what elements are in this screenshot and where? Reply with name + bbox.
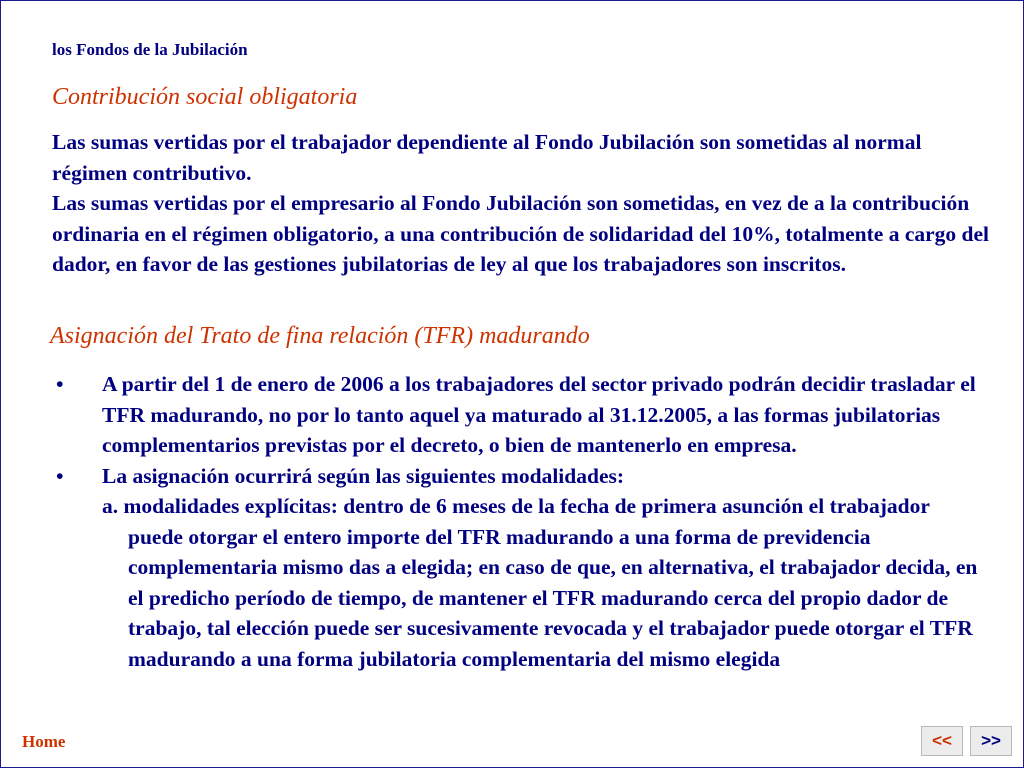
previous-button[interactable]: << [921,726,963,756]
home-link[interactable]: Home [22,732,66,751]
paragraph-empresario: Las sumas vertidas por el empresario al Fondo Jubilación son sometidas, en vez de a la contribución ordinaria en el régimen obligatorio, a una contribución de solidaridad del 10%, totalmente a cargo del dador, en favor de las gestiones jubilatorias de ley al que los trabajadores son inscritos. [52,191,990,276]
bullet-icon: • [56,372,64,396]
next-button[interactable]: >> [970,726,1012,756]
section-body-contribucion [52,127,997,280]
bullet-text: A partir del 1 de enero de 2006 a los trabajadores del sector privado podrán decidir trasladar el TFR madurando, no por lo tanto aquel ya maturado al 31.12.2005, a las formas jubilatorias complementarios previstas por el decreto, o bien de mantenerlo en empresa. [102,372,976,457]
slide-header: los Fondos de la Jubilación [52,40,248,59]
bullet-icon: • [56,463,64,488]
bullet-text: La asignación ocurrirá según las siguientes modalidades: [102,463,625,488]
bullet-item [52,461,982,675]
section-heading-tfr: Asignación del Trato de fina relación (TFR) madurando [50,323,590,349]
section-heading-contribucion: Contribución social obligatoria [52,84,358,110]
sub-item-a: a. modalidades explícitas: dentro de 6 meses de la fecha de primera asunción el trabajador puede otorgar el entero importe del TFR madurando a una forma de previdencia complementaria mismo das a elegida; en caso de que, en alternativa, el trabajador decida, en el predicho período de tiempo, de mantener el TFR madurando cerca del propio dador de trabajo, tal elección puede ser sucesivamente revocada y el trabajador puede otorgar el TFR madurando a una forma jubilatoria complementaria del mismo elegida [102,494,978,671]
bullet-list [52,369,982,674]
paragraph-trabajador: Las sumas vertidas por el trabajador dependiente al Fondo Jubilación son sometidas al normal régimen contributivo. [52,130,922,185]
bullet-item [52,369,982,461]
